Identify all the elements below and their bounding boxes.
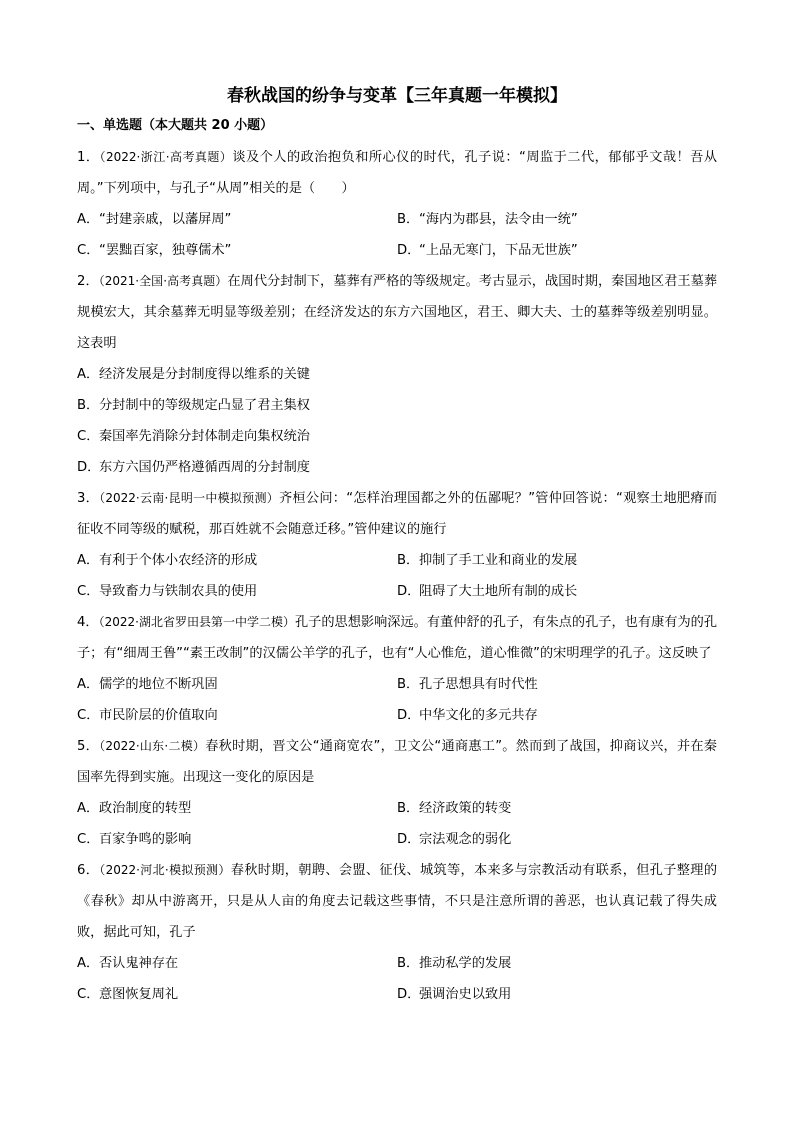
question-2: [77, 266, 717, 483]
option-a: [77, 669, 397, 700]
option-text: 阻碍了大土地所有制的成长: [419, 584, 578, 599]
option-letter: B．: [397, 956, 420, 971]
question-4: [77, 607, 717, 731]
option-letter: A．: [77, 553, 100, 568]
question-stem: [77, 483, 717, 545]
option-a: [77, 359, 717, 390]
option-c: [77, 700, 397, 731]
option-text: 强调治史以致用: [419, 987, 512, 1002]
options-list: [77, 793, 717, 855]
option-letter: D．: [397, 243, 421, 258]
options-list: [77, 359, 717, 483]
option-a: [77, 204, 397, 235]
option-d: [397, 979, 717, 1010]
option-a: [77, 793, 397, 824]
question-text: 谈及个人的政治抱负和所心仪的时代，孔子说：“周监于二代，郁郁乎文哉！吾从周。”下列项中，与孔子“从周”相关的是（ ）: [77, 150, 718, 196]
option-letter: D．: [397, 708, 421, 723]
question-text: 孔子的思想影响深远。有董仲舒的孔子，有朱点的孔子，也有康有为的孔子；有“细周王鲁”“素王改制”的汉儒公羊学的孔子，也有“人心惟危，道心惟微”的宋明理学的孔子。这反映了: [77, 615, 718, 661]
option-c: [77, 576, 397, 607]
option-b: [77, 390, 717, 421]
option-letter: A．: [77, 956, 100, 971]
option-letter: D．: [397, 584, 421, 599]
option-text: 宗法观念的弱化: [419, 832, 512, 847]
question-source: （2022·山东·二模）: [99, 739, 206, 753]
option-letter: A．: [77, 677, 100, 692]
option-text: 百家争鸣的影响: [99, 832, 192, 847]
option-b: [397, 793, 717, 824]
option-letter: C．: [77, 987, 100, 1002]
options-list: [77, 204, 717, 266]
option-text: “海内为郡县，法令由一统”: [419, 212, 578, 227]
question-3: [77, 483, 717, 607]
option-text: 孔子思想具有时代性: [419, 677, 538, 692]
question-number: 5．: [77, 739, 100, 754]
option-c: [77, 421, 717, 452]
option-c: [77, 824, 397, 855]
option-d: [77, 452, 717, 483]
question-stem: [77, 731, 717, 793]
options-list: [77, 545, 717, 607]
document-title: 春秋战国的纷争与变革【三年真题一年模拟】: [227, 86, 567, 106]
question-stem: [77, 855, 717, 948]
question-number: 4．: [77, 615, 99, 630]
option-letter: A．: [77, 212, 100, 227]
question-5: [77, 731, 717, 855]
option-text: 秦国率先消除分封体制走向集权统治: [99, 429, 310, 444]
option-letter: D．: [77, 460, 101, 475]
option-text: 市民阶层的价值取向: [99, 708, 218, 723]
option-text: 经济发展是分封制度得以维系的关键: [99, 367, 310, 382]
option-text: 导致畜力与铁制农具的使用: [99, 584, 258, 599]
option-text: 抑制了手工业和商业的发展: [419, 553, 578, 568]
option-letter: C．: [77, 243, 100, 258]
question-source: （2022·浙江·高考真题）: [99, 150, 233, 164]
question-number: 6．: [77, 863, 100, 878]
option-c: [77, 979, 397, 1010]
question-number: 1．: [77, 150, 100, 165]
option-letter: A．: [77, 801, 100, 816]
question-6: [77, 855, 717, 1010]
option-letter: C．: [77, 708, 100, 723]
options-list: [77, 669, 717, 731]
question-source: （2022·河北·模拟预测）: [99, 863, 231, 877]
option-letter: C．: [77, 832, 100, 847]
question-text: 春秋时期，朝聘、会盟、征伐、城筑等，本来多与宗教活动有联系，但孔子整理的《春秋》却从中游离开，只是从人亩的角度去记载这些事情，不只是注意所谓的善恶，也认真记载了得失成败，据此可知，孔子: [77, 863, 718, 940]
option-text: 有利于个体小农经济的形成: [99, 553, 258, 568]
option-d: [397, 576, 717, 607]
question-text: 在周代分封制下，墓葬有严格的等级规定。考古显示，战国时期，秦国地区君王墓葬规模宏大，其余墓葬无明显等级差别；在经济发达的东方六国地区，君王、卿大夫、士的墓葬等级差别明显。这表明: [77, 274, 718, 351]
option-text: 经济政策的转变: [419, 801, 512, 816]
option-d: [397, 235, 717, 266]
question-source: （2021·全国·高考真题）: [98, 274, 228, 288]
option-letter: B．: [397, 677, 420, 692]
option-letter: B．: [397, 801, 420, 816]
option-letter: C．: [77, 429, 100, 444]
option-text: 推动私学的发展: [419, 956, 512, 971]
option-letter: B．: [397, 553, 420, 568]
option-text: 否认鬼神存在: [99, 956, 179, 971]
option-text: 意图恢复周礼: [99, 987, 179, 1002]
option-letter: B．: [397, 212, 420, 227]
option-text: 中华文化的多元共存: [419, 708, 538, 723]
question-text: 春秋时期，晋文公“通商宽农”，卫文公“通商惠工”。然而到了战国，抑商议兴，并在秦国率先得到实施。出现这一变化的原因是: [77, 739, 717, 785]
question-stem: [77, 607, 717, 669]
option-text: “封建亲戚，以藩屏周”: [99, 212, 232, 227]
option-text: “上品无寒门，下品无世族”: [419, 243, 578, 258]
option-b: [397, 204, 717, 235]
question-text: 齐桓公问：“怎样治理国都之外的伍鄙呢？”管仲回答说：“观察土地肥瘠而征收不同等级的赋税，那百姓就不会随意迁移。”管仲建议的施行: [77, 491, 718, 537]
option-c: [77, 235, 397, 266]
question-stem: [77, 142, 717, 204]
option-text: “罢黜百家，独尊儒术”: [99, 243, 232, 258]
option-letter: B．: [77, 398, 100, 413]
option-text: 分封制中的等级规定凸显了君主集权: [99, 398, 310, 413]
option-b: [397, 545, 717, 576]
option-letter: D．: [397, 987, 421, 1002]
question-stem: [77, 266, 717, 359]
option-letter: A．: [77, 367, 100, 382]
option-text: 政治制度的转型: [99, 801, 192, 816]
question-1: [77, 142, 717, 266]
option-d: [397, 700, 717, 731]
option-letter: D．: [397, 832, 421, 847]
document-page: [77, 84, 717, 1010]
option-text: 儒学的地位不断巩固: [99, 677, 218, 692]
option-a: [77, 545, 397, 576]
options-list: [77, 948, 717, 1010]
option-text: 东方六国仍严格遵循西周的分封制度: [99, 460, 310, 475]
option-letter: C．: [77, 584, 100, 599]
question-source: （2022·湖北省罗田县第一中学二模）: [98, 615, 295, 629]
option-b: [397, 669, 717, 700]
option-a: [77, 948, 397, 979]
option-d: [397, 824, 717, 855]
question-source: （2022·云南·昆明一中模拟预测）: [99, 491, 279, 505]
option-b: [397, 948, 717, 979]
section-heading: 一、单选题（本大题共 20 小题）: [77, 118, 274, 133]
question-number: 3．: [77, 491, 100, 506]
question-number: 2．: [77, 274, 99, 289]
